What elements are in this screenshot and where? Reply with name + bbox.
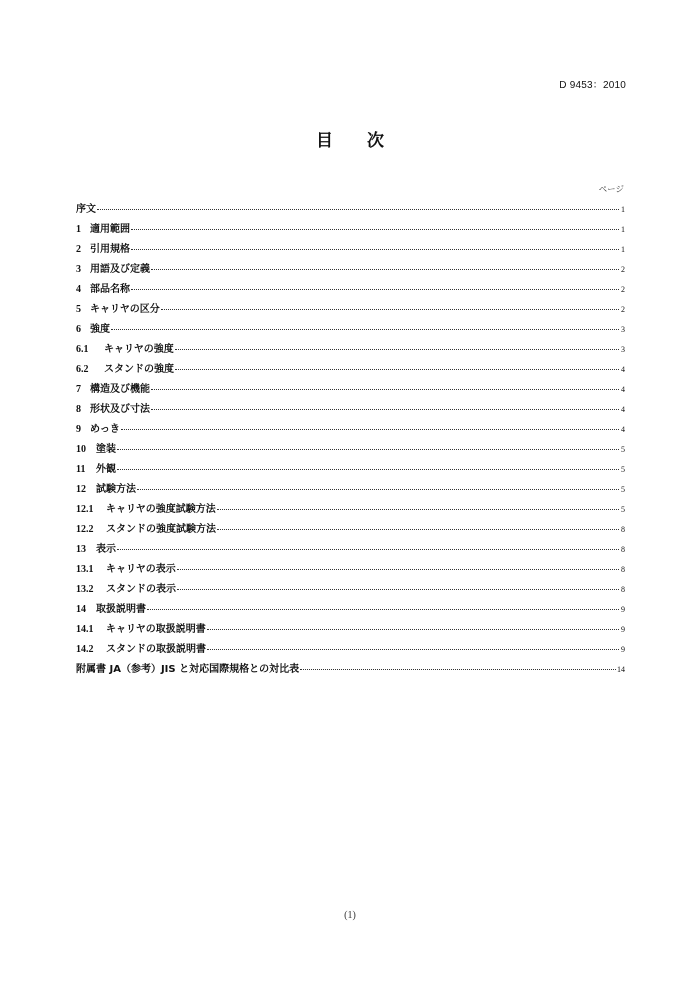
toc-entry-page: 9	[621, 605, 625, 614]
dot-leader	[207, 649, 619, 650]
toc-entry-title: スタンドの強度試験方法	[106, 524, 216, 535]
toc-entry[interactable]	[76, 260, 625, 280]
toc-entry[interactable]	[76, 500, 625, 520]
toc-entry-title: キャリヤの取扱説明書	[106, 624, 206, 635]
toc-entry[interactable]	[76, 460, 625, 480]
toc-entry-page: 14	[617, 665, 625, 674]
toc-entry-page: 5	[621, 505, 625, 514]
toc-entry-number: 3	[76, 264, 81, 275]
toc-entry-title: 外観	[96, 464, 116, 475]
toc-entry-title: キャリヤの区分	[90, 304, 160, 315]
toc-entry-number: 12.2	[76, 524, 94, 535]
toc-entry-page: 2	[621, 285, 625, 294]
toc-entry[interactable]	[76, 620, 625, 640]
toc-entry-page: 1	[621, 205, 625, 214]
toc-entry-page: 8	[621, 565, 625, 574]
toc-entry-title: 用語及び定義	[90, 264, 150, 275]
toc-entry-number: 13.1	[76, 564, 94, 575]
toc-entry-page: 5	[621, 485, 625, 494]
toc-entry-page: 4	[621, 425, 625, 434]
toc-entry[interactable]	[76, 420, 625, 440]
page-column-label: ページ	[598, 185, 624, 195]
toc-entry[interactable]	[76, 480, 625, 500]
toc-entry[interactable]	[76, 520, 625, 540]
toc-entry-title: 引用規格	[90, 244, 130, 255]
toc-entry[interactable]	[76, 220, 625, 240]
toc-entry-title: 試験方法	[96, 484, 136, 495]
dot-leader	[121, 429, 619, 430]
toc-entry[interactable]	[76, 340, 625, 360]
dot-leader	[147, 609, 619, 610]
toc-entry-number: 5	[76, 304, 81, 315]
dot-leader	[151, 409, 619, 410]
toc-entry-number: 6.2	[76, 364, 89, 375]
toc-entry[interactable]	[76, 360, 625, 380]
toc-entry-number: 8	[76, 404, 81, 415]
dot-leader	[131, 249, 619, 250]
toc-entry-page: 1	[621, 225, 625, 234]
toc-entry-number: 10	[76, 444, 86, 455]
toc-entry-number: 9	[76, 424, 81, 435]
toc-entry[interactable]	[76, 240, 625, 260]
dot-leader	[131, 229, 619, 230]
toc-entry-page: 9	[621, 625, 625, 634]
toc-entry-number: 12	[76, 484, 86, 495]
toc-entry-title: スタンドの強度	[104, 364, 174, 375]
toc-entry-title: 序文	[76, 204, 96, 215]
toc-entry[interactable]	[76, 660, 625, 680]
dot-leader	[217, 529, 619, 530]
toc-entry-number: 14	[76, 604, 86, 615]
toc-entry[interactable]	[76, 200, 625, 220]
toc-entry-title: キャリヤの表示	[106, 564, 176, 575]
toc-entry-page: 2	[621, 305, 625, 314]
toc-entry-page: 8	[621, 545, 625, 554]
toc-entry-title: スタンドの表示	[106, 584, 176, 595]
toc-entry-number: 4	[76, 284, 81, 295]
toc-entry-title: 構造及び機能	[90, 384, 150, 395]
toc-entry-title: スタンドの取扱説明書	[106, 644, 206, 655]
toc-entry-number: 14.1	[76, 624, 94, 635]
toc-entry-title: めっき	[90, 424, 120, 435]
dot-leader	[175, 349, 619, 350]
toc-entry-page: 9	[621, 645, 625, 654]
dot-leader	[117, 469, 619, 470]
toc-entry-page: 5	[621, 445, 625, 454]
toc-entry-number: 2	[76, 244, 81, 255]
toc-entry-page: 8	[621, 585, 625, 594]
toc-entry-number: 11	[76, 464, 86, 475]
toc-entry-title: キャリヤの強度試験方法	[106, 504, 216, 515]
dot-leader	[131, 289, 619, 290]
toc-entry[interactable]	[76, 580, 625, 600]
toc-entry-page: 2	[621, 265, 625, 274]
toc-entry[interactable]	[76, 280, 625, 300]
toc-entry-page: 8	[621, 525, 625, 534]
dot-leader	[217, 509, 619, 510]
toc-entry[interactable]	[76, 560, 625, 580]
toc-entry-page: 4	[621, 405, 625, 414]
toc-entry[interactable]	[76, 440, 625, 460]
dot-leader	[151, 269, 619, 270]
toc-entry-number: 1	[76, 224, 81, 235]
toc-entry-page: 1	[621, 245, 625, 254]
toc-entry-page: 5	[621, 465, 625, 474]
toc-entry-title: 部品名称	[90, 284, 130, 295]
toc-entry-number: 12.1	[76, 504, 94, 515]
toc-entry-title: 形状及び寸法	[90, 404, 150, 415]
table-of-contents	[76, 200, 625, 680]
toc-entry-title: 表示	[96, 544, 116, 555]
dot-leader	[111, 329, 619, 330]
dot-leader	[175, 369, 619, 370]
toc-entry-number: 6	[76, 324, 81, 335]
dot-leader	[151, 389, 619, 390]
dot-leader	[177, 569, 619, 570]
page-number: (1)	[344, 910, 356, 921]
toc-entry-number: 13	[76, 544, 86, 555]
dot-leader	[161, 309, 619, 310]
toc-entry[interactable]	[76, 540, 625, 560]
toc-entry-number: 13.2	[76, 584, 94, 595]
toc-entry-page: 3	[621, 325, 625, 334]
dot-leader	[207, 629, 619, 630]
toc-entry-page: 3	[621, 345, 625, 354]
toc-entry-number: 7	[76, 384, 81, 395]
toc-entry[interactable]	[76, 640, 625, 660]
dot-leader	[137, 489, 619, 490]
toc-entry[interactable]	[76, 400, 625, 420]
toc-entry-number: 6.1	[76, 344, 89, 355]
dot-leader	[97, 209, 619, 210]
toc-entry-page: 4	[621, 365, 625, 374]
dot-leader	[117, 549, 619, 550]
toc-entry-title: 附属書 JA（参考）JIS と対応国際規格との対比表	[76, 664, 300, 675]
toc-entry-title: 取扱説明書	[96, 604, 146, 615]
toc-entry[interactable]	[76, 320, 625, 340]
dot-leader	[117, 449, 619, 450]
dot-leader	[177, 589, 619, 590]
toc-entry-page: 4	[621, 385, 625, 394]
document-id: D 9453：2010	[559, 80, 626, 91]
toc-entry[interactable]	[76, 380, 625, 400]
toc-entry-number: 14.2	[76, 644, 94, 655]
toc-entry-title: 適用範囲	[90, 224, 130, 235]
toc-entry-title: キャリヤの強度	[104, 344, 174, 355]
toc-entry-title: 強度	[90, 324, 110, 335]
toc-entry[interactable]	[76, 600, 625, 620]
toc-entry-title: 塗装	[96, 444, 116, 455]
toc-entry[interactable]	[76, 300, 625, 320]
page-title: 目 次	[316, 131, 398, 151]
dot-leader	[300, 669, 616, 670]
